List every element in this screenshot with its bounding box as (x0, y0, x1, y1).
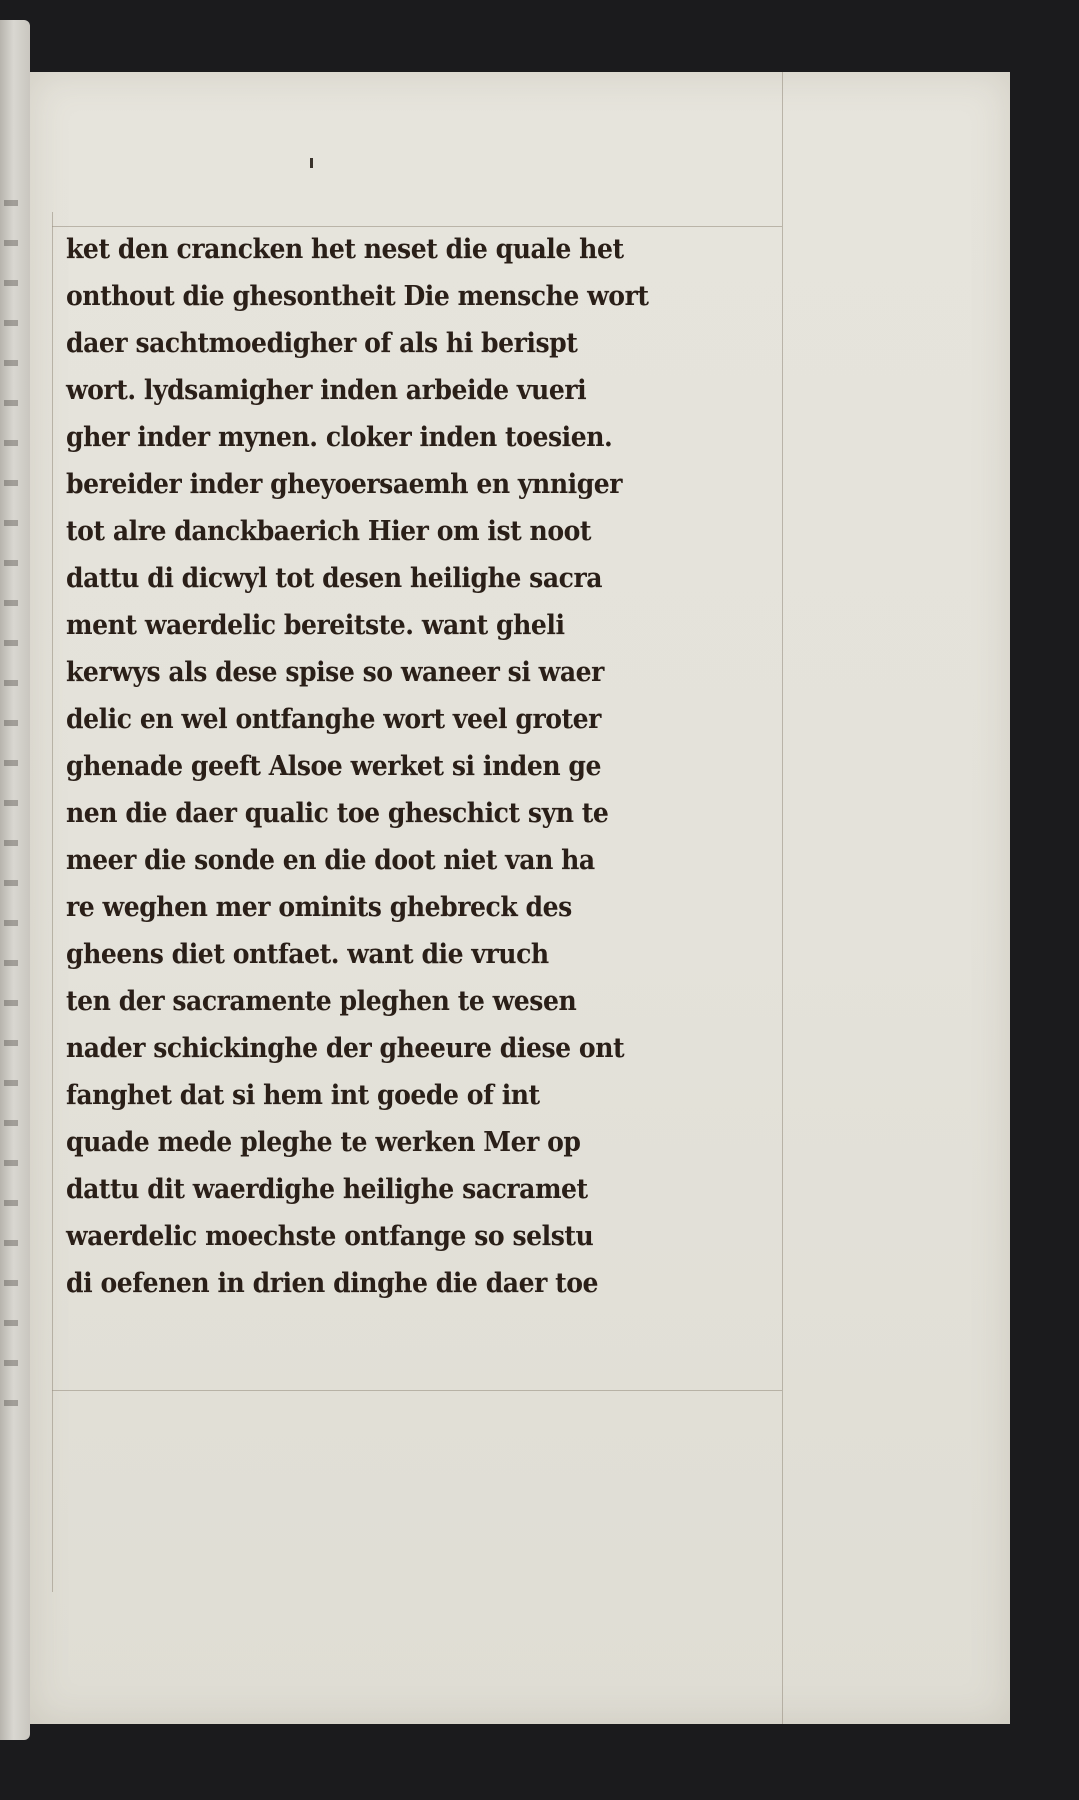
text-line: wort. lydsamigher inden arbeide vueri (66, 375, 587, 406)
facing-page-edge (0, 20, 30, 1740)
text-line: nader schickinghe der gheeure diese ont (66, 1033, 625, 1064)
text-line: onthout die ghesontheit Die mensche wort (66, 281, 649, 312)
text-line: daer sachtmoedigher of als hi berispt (66, 328, 578, 359)
ink-mark (310, 158, 313, 168)
text-line: ghenade geeft Alsoe werket si inden ge (66, 751, 602, 782)
text-line: fanghet dat si hem int goede of int (66, 1080, 540, 1111)
text-line: ket den crancken het neset die quale het (66, 234, 624, 265)
text-line: tot alre danckbaerich Hier om ist noot (66, 516, 592, 547)
ruling-line-left (52, 212, 53, 1592)
text-line: kerwys als dese spise so waneer si waer (66, 657, 604, 688)
ruling-line-bottom (52, 1390, 782, 1391)
text-line: nen die daer qualic toe gheschict syn te (66, 798, 609, 829)
text-line: di oefenen in drien dinghe die daer toe (66, 1268, 599, 1299)
text-line: dattu di dicwyl tot desen heilighe sacra (66, 563, 603, 594)
facing-page-text-traces (4, 200, 18, 1440)
text-line: quade mede pleghe te werken Mer op (66, 1127, 581, 1158)
text-line: bereider inder gheyoersaemh en ynniger (66, 469, 623, 500)
text-line: delic en wel ontfanghe wort veel groter (66, 704, 601, 735)
text-line: dattu dit waerdighe heilighe sacramet (66, 1174, 588, 1205)
text-line: waerdelic moechste ontfange so selstu (66, 1221, 594, 1252)
text-line: ment waerdelic bereitste. want gheli (66, 610, 565, 641)
text-line: re weghen mer ominits ghebreck des (66, 892, 572, 923)
text-block (66, 226, 806, 1307)
text-line: gheens diet ontfaet. want die vruch (66, 939, 549, 970)
text-line: gher inder mynen. cloker inden toesien. (66, 422, 613, 453)
text-line: ten der sacramente pleghen te wesen (66, 986, 577, 1017)
text-line: meer die sonde en die doot niet van ha (66, 845, 595, 876)
